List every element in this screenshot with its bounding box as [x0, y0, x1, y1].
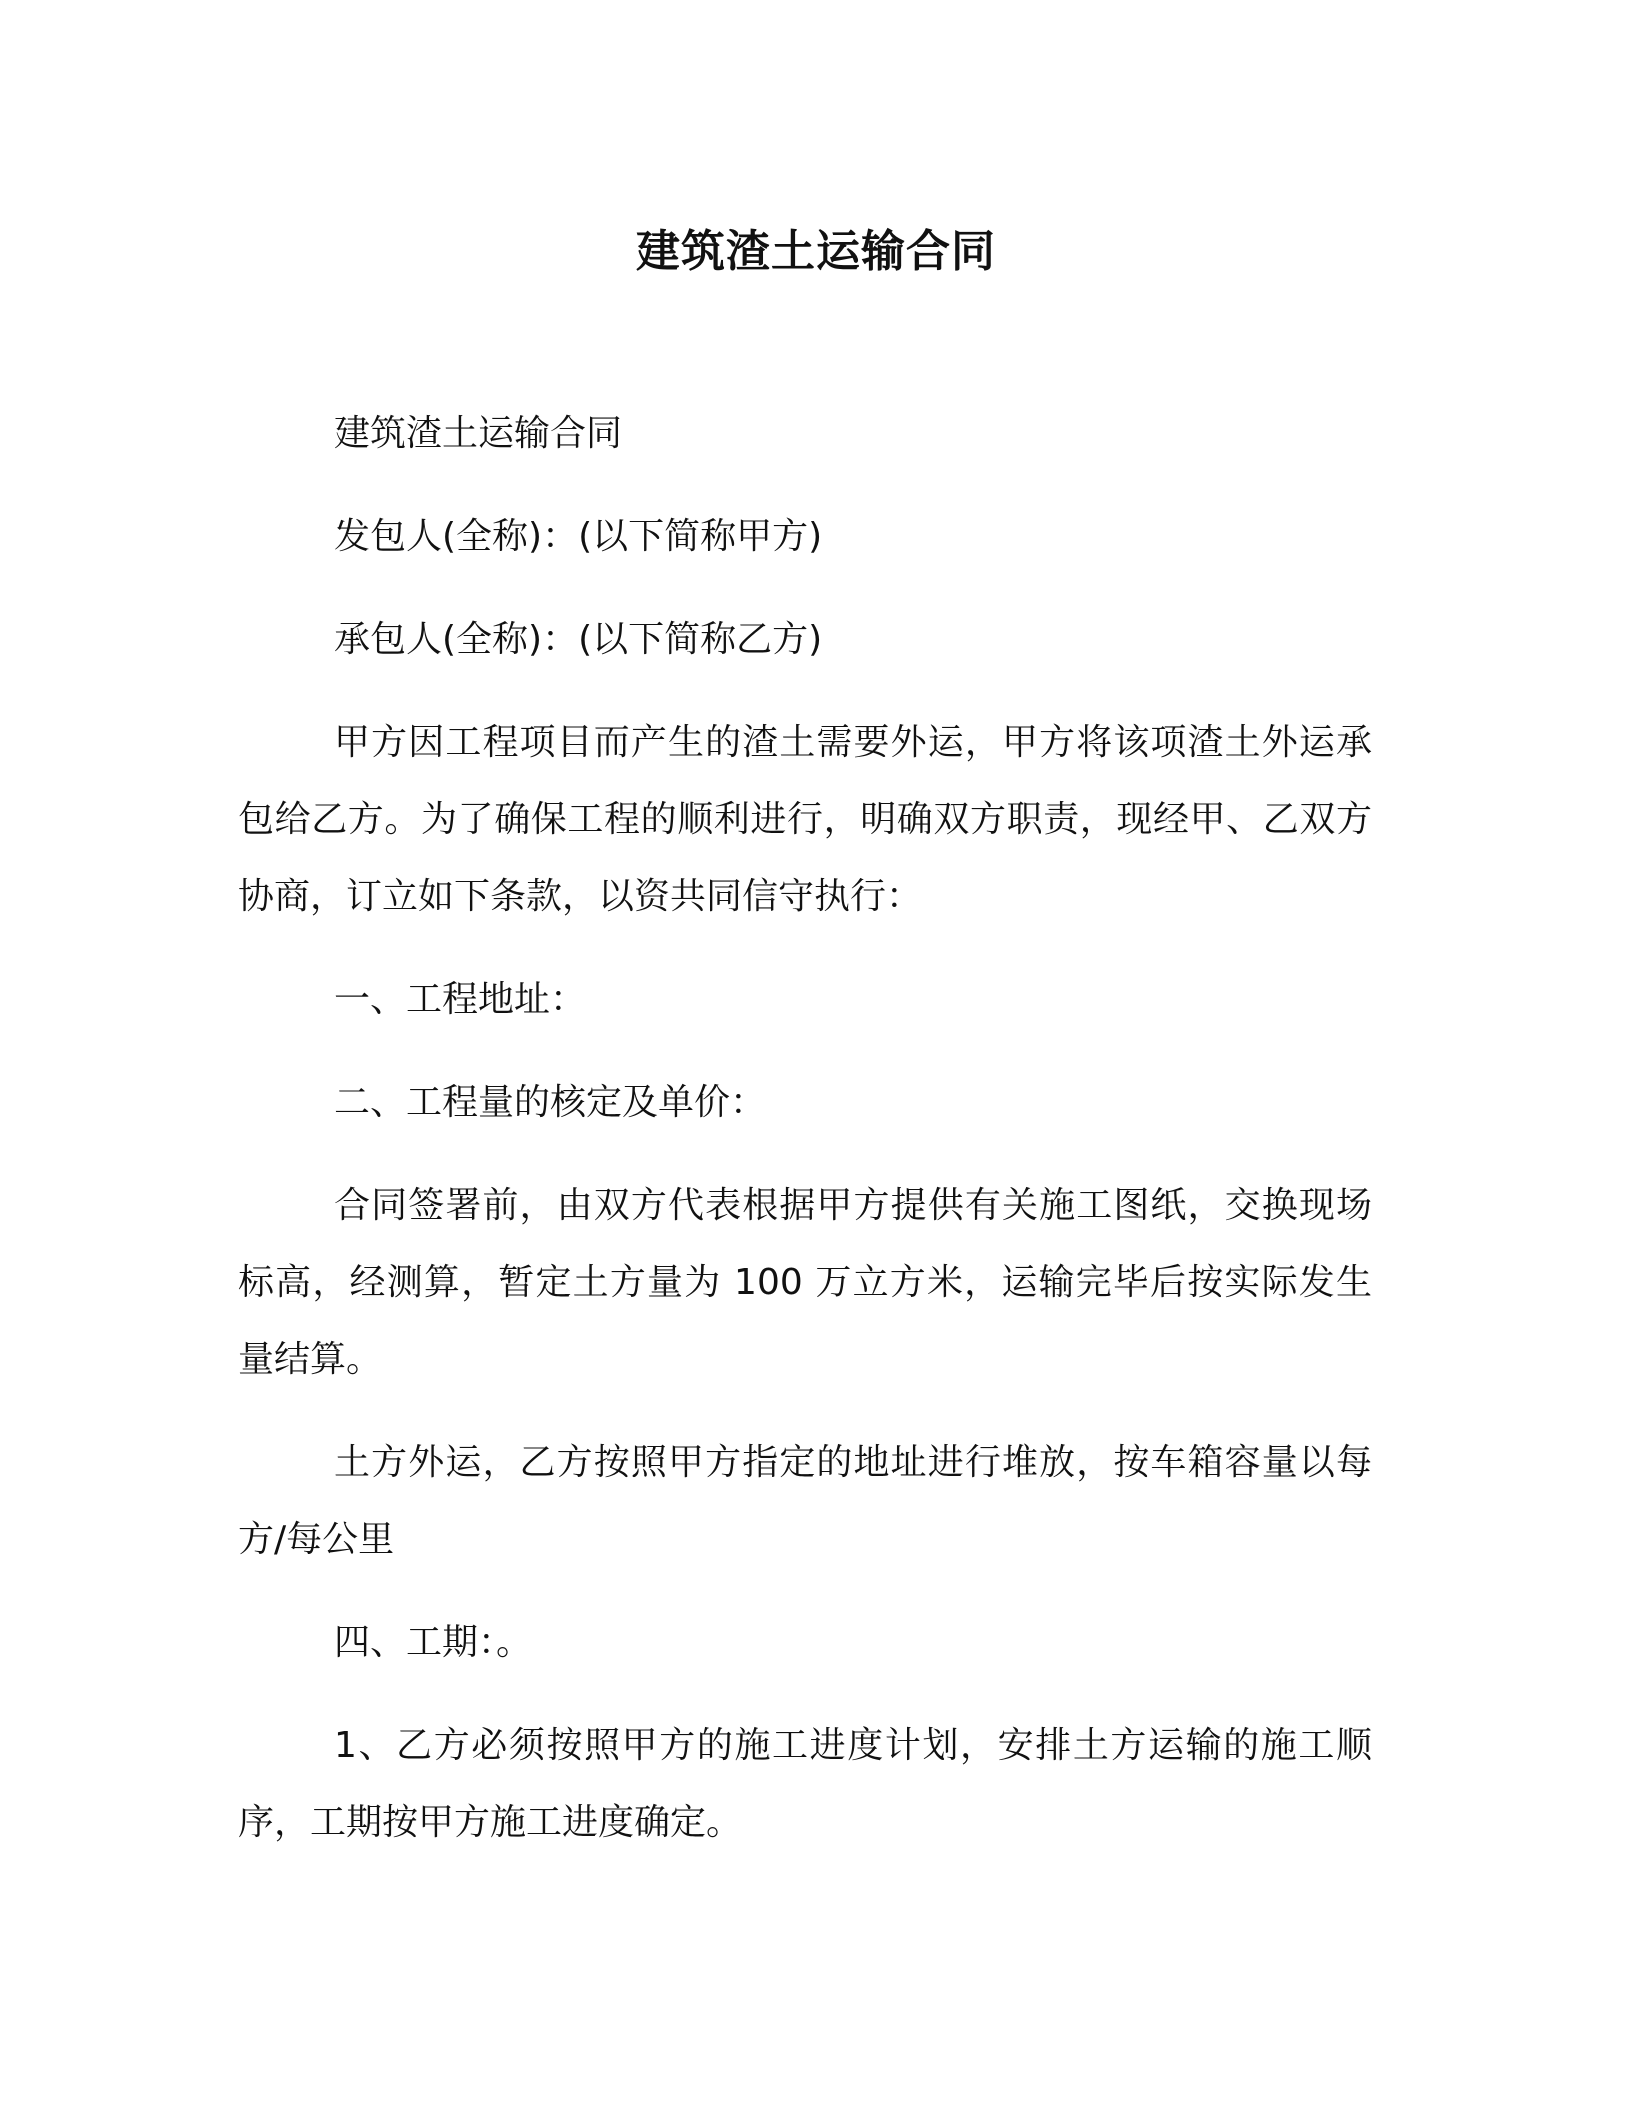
paragraph-party-b: 承包人(全称)：(以下简称乙方) [334, 619, 823, 660]
heading-project-address: 一、工程地址： [334, 979, 587, 1020]
heading-schedule: 四、工期：。 [334, 1622, 533, 1663]
paragraph-transport: 土方外运，乙方按照甲方指定的地址进行堆放，按车箱容量以每方/每公里 [238, 1442, 1372, 1560]
document-body [238, 395, 1372, 1887]
paragraph-quantity: 合同签署前，由双方代表根据甲方提供有关施工图纸，交换现场标高，经测算，暂定土方量为 100 万立方米，运输完毕后按实际发生量结算。 [238, 1185, 1372, 1380]
document-title: 建筑渣土运输合同 [636, 226, 996, 277]
paragraph-party-a: 发包人(全称)：(以下简称甲方) [334, 516, 823, 557]
paragraph-schedule-1: 1、乙方必须按照甲方的施工进度计划，安排土方运输的施工顺序，工期按甲方施工进度确定。 [238, 1725, 1372, 1843]
paragraph-preamble: 甲方因工程项目而产生的渣土需要外运，甲方将该项渣土外运承包给乙方。为了确保工程的顺利进行，明确双方职责，现经甲、乙双方协商，订立如下条款，以资共同信守执行： [238, 722, 1372, 917]
paragraph-contract-name: 建筑渣土运输合同 [334, 413, 623, 454]
heading-quantity-price: 二、工程量的核定及单价： [334, 1082, 767, 1123]
